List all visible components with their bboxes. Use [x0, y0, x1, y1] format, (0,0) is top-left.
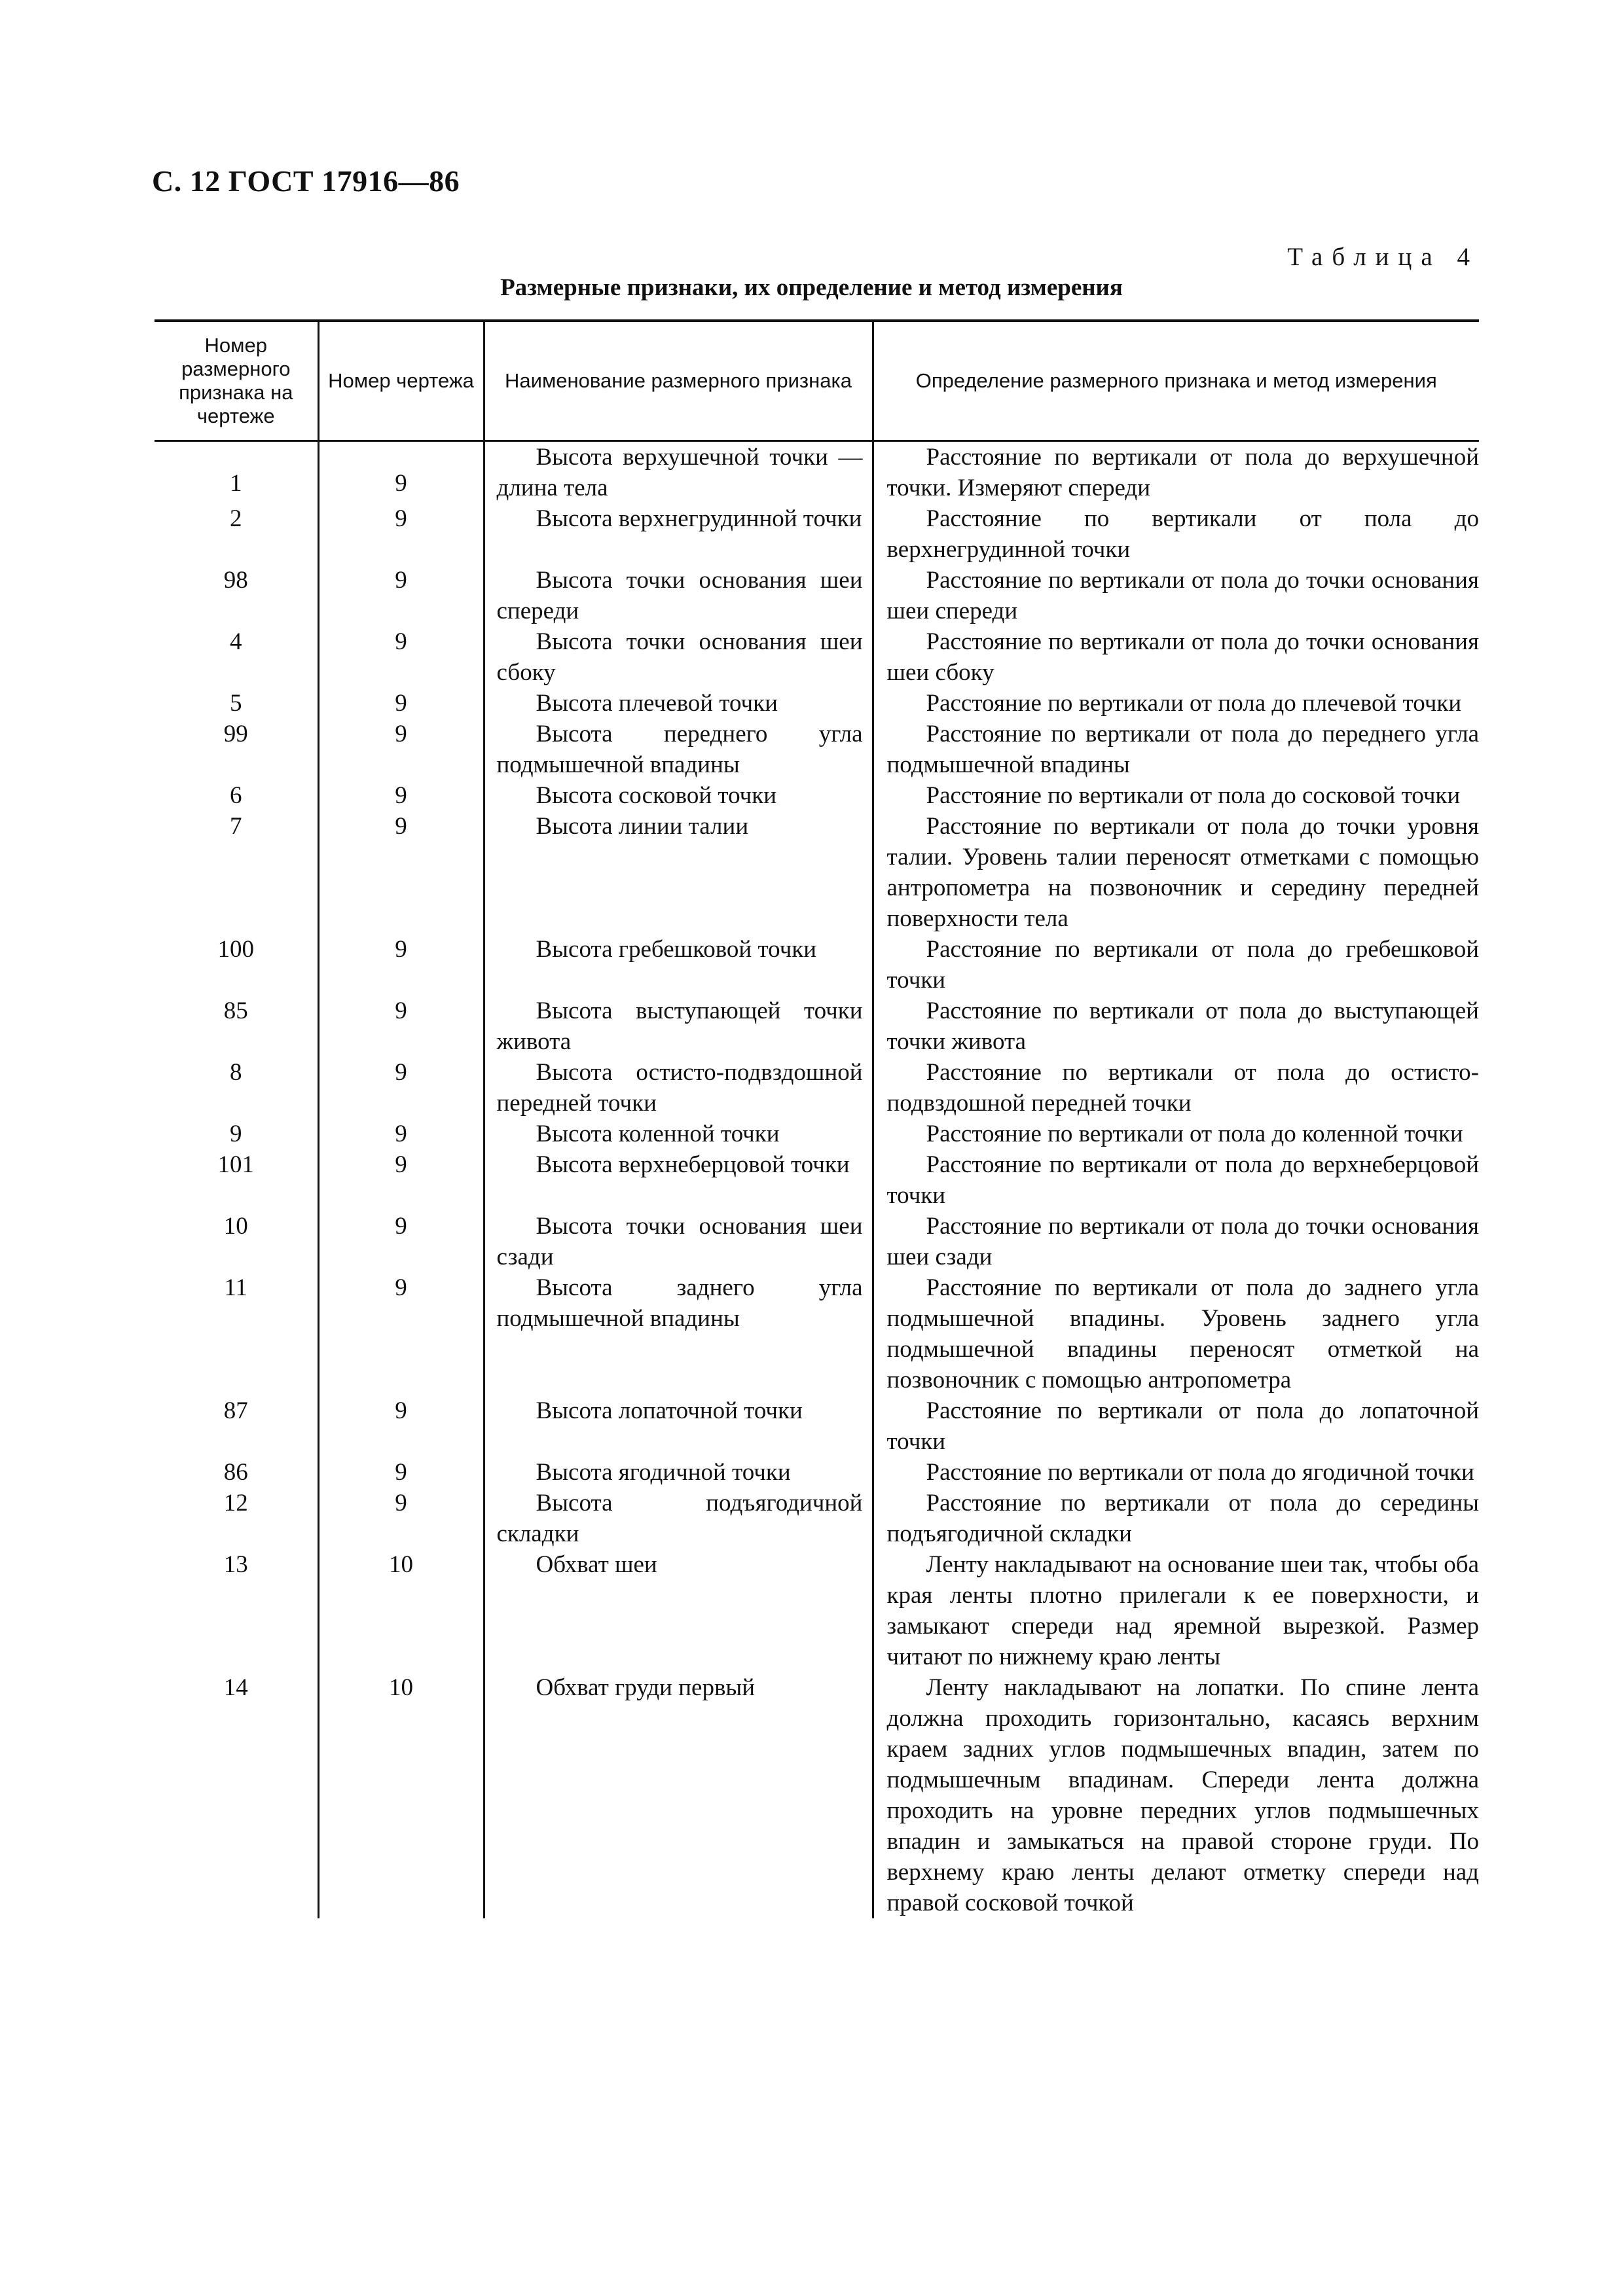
cell-drawing-number: 9	[318, 503, 484, 565]
cell-definition: Расстояние по вертикали от пола до середины подъягодичной складки	[873, 1488, 1479, 1549]
table-row	[155, 1488, 1479, 1549]
cell-feature-number: 87	[223, 1397, 248, 1424]
cell-definition: Ленту накладывают на основание шеи так, чтобы оба края ленты плотно прилегали к ее поверхности, и замыкают спереди над яремной вырезкой. Размер читают по нижнему краю ленты	[873, 1549, 1479, 1672]
cell-feature-number: 85	[223, 997, 248, 1024]
cell-definition: Расстояние по вертикали от пола до остисто-подвздошной передней точки	[873, 1057, 1479, 1119]
cell-feature-name: Высота заднего угла подмышечной впадины	[484, 1272, 873, 1395]
cell-feature-number: 98	[223, 567, 248, 594]
table-row	[155, 780, 1479, 811]
cell-feature-name: Высота верхнегрудинной точки	[484, 503, 873, 565]
cell-feature-number: 2	[230, 505, 242, 532]
table-row	[155, 811, 1479, 934]
column-header-definition: Определение размерного признака и метод измерения	[873, 321, 1479, 441]
cell-feature-name: Высота ягодичной точки	[484, 1457, 873, 1488]
cell-drawing-number: 9	[318, 688, 484, 719]
cell-definition: Расстояние по вертикали от пола до точки основания шеи спереди	[873, 565, 1479, 626]
cell-drawing-number: 10	[318, 1672, 484, 1918]
table-header-row	[155, 321, 1479, 441]
cell-feature-name: Высота выступающей точки живота	[484, 996, 873, 1057]
cell-drawing-number: 9	[318, 626, 484, 688]
cell-feature-number: 101	[217, 1151, 254, 1178]
cell-definition: Расстояние по вертикали от пола до точки основания шеи сзади	[873, 1211, 1479, 1272]
cell-definition: Расстояние по вертикали от пола до плечевой точки	[873, 688, 1479, 719]
cell-drawing-number: 9	[318, 1457, 484, 1488]
cell-feature-number: 12	[223, 1490, 248, 1516]
cell-feature-number: 7	[230, 813, 242, 840]
cell-definition: Расстояние по вертикали от пола до лопаточной точки	[873, 1395, 1479, 1457]
cell-feature-name: Высота коленной точки	[484, 1119, 873, 1149]
cell-definition: Расстояние по вертикали от пола до точки основания шеи сбоку	[873, 626, 1479, 688]
cell-feature-number: 99	[223, 721, 248, 747]
cell-drawing-number: 9	[318, 565, 484, 626]
table-row	[155, 688, 1479, 719]
table-label: Таблица 4	[1287, 243, 1479, 271]
cell-definition: Расстояние по вертикали от пола до ягодичной точки	[873, 1457, 1479, 1488]
table-row	[155, 996, 1479, 1057]
cell-feature-number: 11	[224, 1274, 248, 1301]
cell-drawing-number: 9	[318, 1149, 484, 1211]
column-header-feature-number: Номер размерного признака на чертеже	[155, 321, 318, 441]
table-row	[155, 1395, 1479, 1457]
table-row	[155, 626, 1479, 688]
cell-feature-name: Высота остисто-подвздошной передней точки	[484, 1057, 873, 1119]
cell-drawing-number: 9	[318, 1057, 484, 1119]
cell-drawing-number: 9	[318, 811, 484, 934]
cell-feature-number: 13	[223, 1551, 248, 1578]
table-row	[155, 1119, 1479, 1149]
cell-drawing-number: 9	[318, 1119, 484, 1149]
table-row	[155, 503, 1479, 565]
cell-feature-name: Высота подъягодичной складки	[484, 1488, 873, 1549]
cell-feature-name: Высота гребешковой точки	[484, 934, 873, 996]
cell-definition: Расстояние по вертикали от пола до сосковой точки	[873, 780, 1479, 811]
cell-feature-name: Высота сосковой точки	[484, 780, 873, 811]
cell-feature-name: Высота линии талии	[484, 811, 873, 934]
column-header-feature-name: Наименование размерного признака	[484, 321, 873, 441]
table-row	[155, 1149, 1479, 1211]
table-row	[155, 565, 1479, 626]
cell-feature-name: Высота лопаточной точки	[484, 1395, 873, 1457]
cell-definition: Расстояние по вертикали от пола до точки уровня талии. Уровень талии переносят отметками с помощью антропометра на позвоночник и середину передней поверхности тела	[873, 811, 1479, 934]
cell-feature-name: Обхват шеи	[484, 1549, 873, 1672]
column-header-drawing-number: Номер чертежа	[318, 321, 484, 441]
table-row	[155, 1549, 1479, 1672]
cell-feature-number: 14	[223, 1674, 248, 1701]
table-row	[155, 1272, 1479, 1395]
cell-drawing-number: 9	[318, 441, 484, 504]
cell-definition: Расстояние по вертикали от пола до выступающей точки живота	[873, 996, 1479, 1057]
cell-feature-number: 100	[217, 936, 254, 963]
cell-drawing-number: 9	[318, 934, 484, 996]
table-row	[155, 1457, 1479, 1488]
table-title: Размерные признаки, их определение и метод измерения	[500, 274, 1123, 301]
cell-feature-number: 9	[230, 1121, 242, 1147]
table-row	[155, 934, 1479, 996]
cell-drawing-number: 9	[318, 1211, 484, 1272]
cell-feature-name: Высота верхнеберцовой точки	[484, 1149, 873, 1211]
cell-definition: Расстояние по вертикали от пола до гребешковой точки	[873, 934, 1479, 996]
cell-feature-number: 8	[230, 1059, 242, 1086]
cell-feature-number: 6	[230, 782, 242, 809]
table-row	[155, 1057, 1479, 1119]
page-header: С. 12 ГОСТ 17916—86	[152, 164, 460, 198]
cell-drawing-number: 9	[318, 996, 484, 1057]
cell-drawing-number: 9	[318, 719, 484, 780]
cell-feature-name: Обхват груди первый	[484, 1672, 873, 1918]
cell-drawing-number: 9	[318, 1272, 484, 1395]
table-row	[155, 441, 1479, 504]
cell-definition: Расстояние по вертикали от пола до верхушечной точки. Измеряют спереди	[873, 441, 1479, 504]
cell-feature-name: Высота точки основания шеи сзади	[484, 1211, 873, 1272]
cell-feature-name: Высота точки основания шеи спереди	[484, 565, 873, 626]
cell-feature-number: 10	[223, 1213, 248, 1240]
cell-definition: Расстояние по вертикали от пола до верхнеберцовой точки	[873, 1149, 1479, 1211]
cell-drawing-number: 9	[318, 1395, 484, 1457]
cell-feature-name: Высота переднего угла подмышечной впадины	[484, 719, 873, 780]
table-row	[155, 1211, 1479, 1272]
table-row	[155, 719, 1479, 780]
cell-feature-number: 86	[223, 1459, 248, 1486]
cell-feature-number: 1	[230, 470, 242, 497]
cell-definition: Расстояние по вертикали от пола до заднего угла подмышечной впадины. Уровень заднего угла подмышечной впадины переносят отметкой на позвоночник с помощью антропометра	[873, 1272, 1479, 1395]
cell-drawing-number: 9	[318, 780, 484, 811]
cell-feature-name: Высота плечевой точки	[484, 688, 873, 719]
measurements-table	[155, 319, 1479, 1918]
cell-definition: Расстояние по вертикали от пола до коленной точки	[873, 1119, 1479, 1149]
cell-drawing-number: 9	[318, 1488, 484, 1549]
cell-feature-name: Высота точки основания шеи сбоку	[484, 626, 873, 688]
cell-drawing-number: 10	[318, 1549, 484, 1672]
cell-definition: Расстояние по вертикали от пола до верхнегрудинной точки	[873, 503, 1479, 565]
cell-feature-number: 4	[230, 628, 242, 655]
cell-definition: Расстояние по вертикали от пола до переднего угла подмышечной впадины	[873, 719, 1479, 780]
cell-feature-number: 5	[230, 690, 242, 717]
cell-definition: Ленту накладывают на лопатки. По спине лента должна проходить горизонтально, касаясь верхним краем задних углов подмышечных впадин, затем по подмышечным впадинам. Спереди лента должна проходить на уровне передних углов подмышечных впадин и замыкаться на правой стороне груди. По верхнему краю ленты делают отметку спереди над правой сосковой точкой	[873, 1672, 1479, 1918]
table-body	[155, 441, 1479, 1919]
table-row	[155, 1672, 1479, 1918]
cell-feature-name: Высота верхушечной точки — длина тела	[484, 441, 873, 504]
